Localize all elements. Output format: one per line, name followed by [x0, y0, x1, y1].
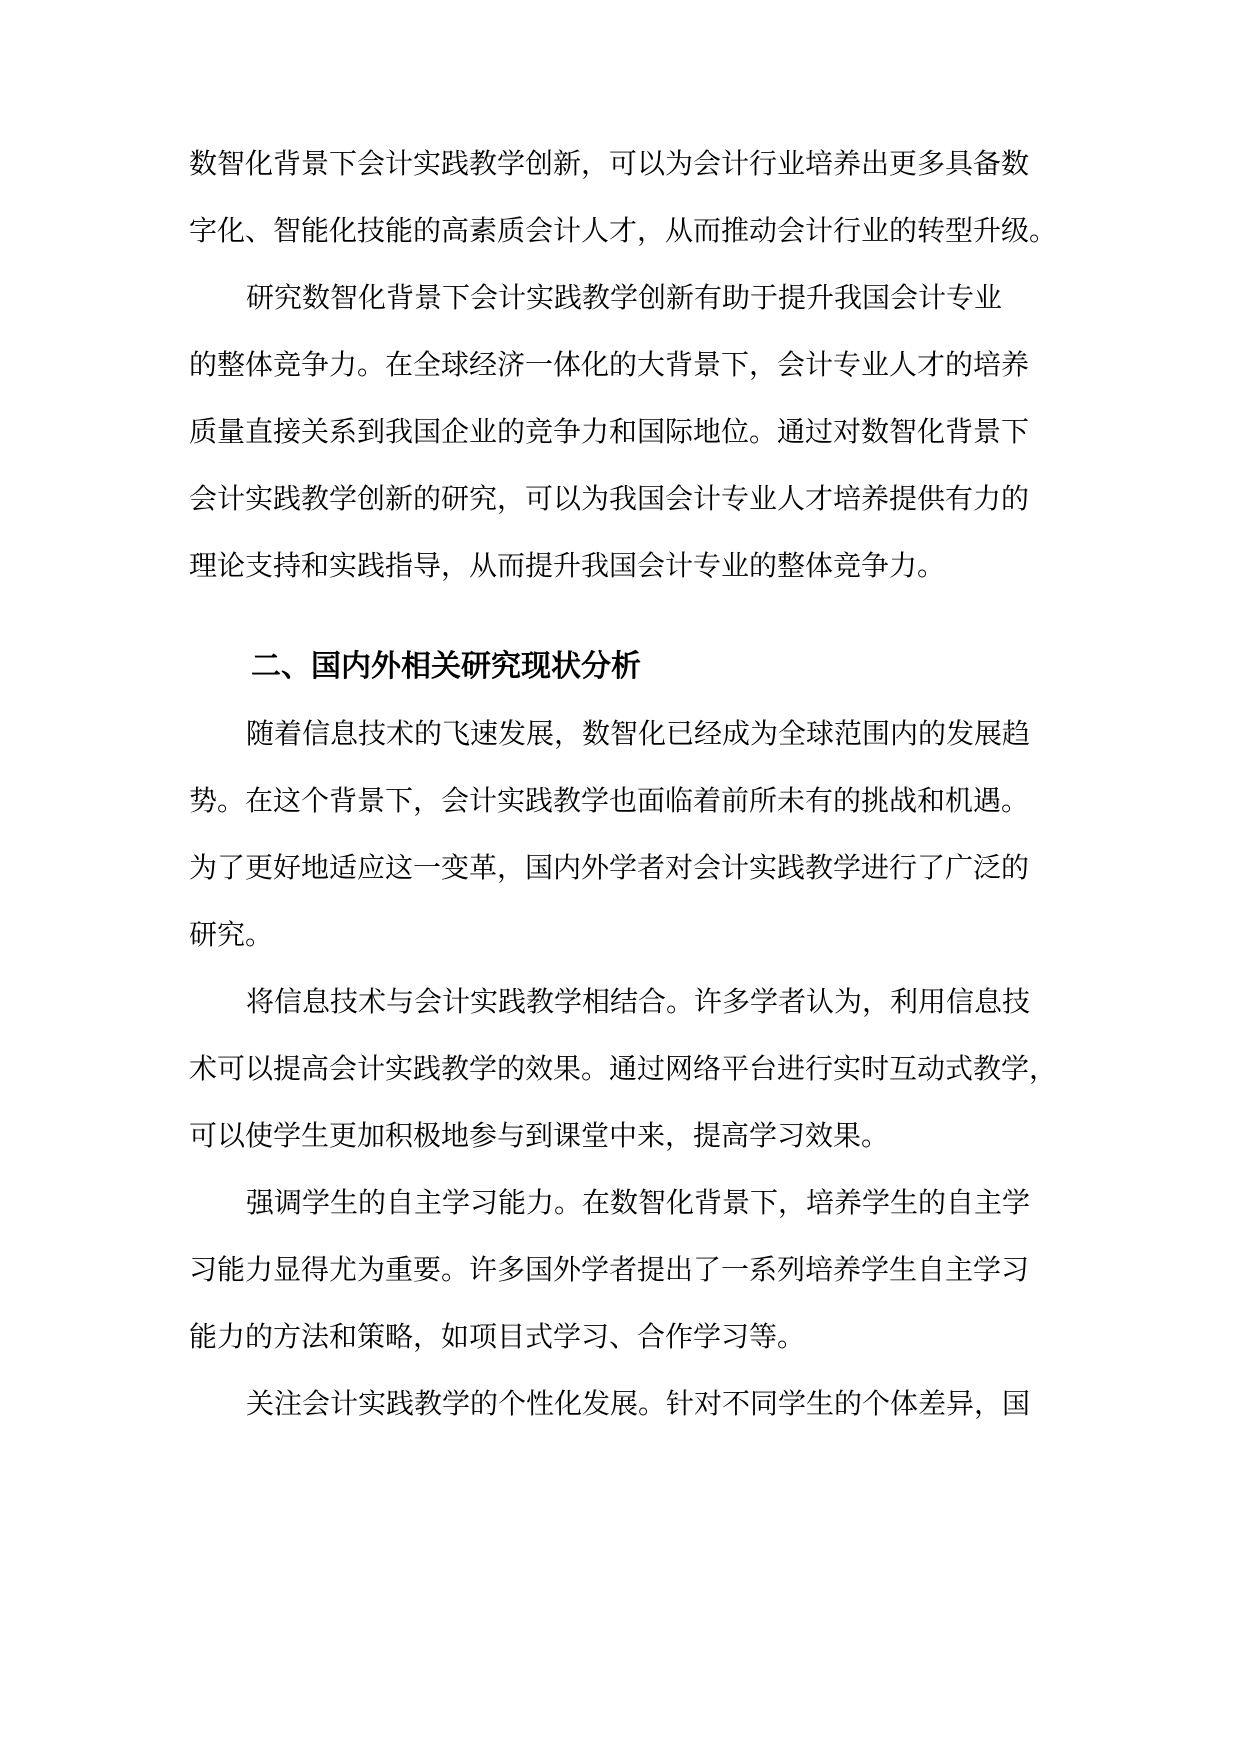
text-line: 能力的方法和策略，如项目式学习、合作学习等。 — [189, 1320, 806, 1353]
text-line: 强调学生的自主学习能力。在数智化背景下，培养学生的自主学 — [246, 1186, 1031, 1219]
text-line: 术可以提高会计实践教学的效果。通过网络平台进行实时互动式教学， — [189, 1052, 1058, 1085]
text-line: 会计实践教学创新的研究，可以为我国会计专业人才培养提供有力的 — [189, 482, 1030, 515]
text-line: 的整体竞争力。在全球经济一体化的大背景下，会计专业人才的培养 — [189, 348, 1030, 381]
text-line: 字化、智能化技能的高素质会计人才，从而推动会计行业的转型升级。 — [189, 214, 1058, 247]
section-heading: 二、国内外相关研究现状分析 — [251, 649, 641, 684]
text-line: 研究数智化背景下会计实践教学创新有助于提升我国会计专业 — [246, 281, 1003, 314]
text-line: 理论支持和实践指导，从而提升我国会计专业的整体竞争力。 — [189, 549, 946, 582]
text-line: 为了更好地适应这一变革，国内外学者对会计实践教学进行了广泛的 — [189, 851, 1030, 884]
text-line: 数智化背景下会计实践教学创新，可以为会计行业培养出更多具备数 — [189, 147, 1030, 180]
text-line: 可以使学生更加积极地参与到课堂中来，提高学习效果。 — [189, 1119, 890, 1152]
text-line: 关注会计实践教学的个性化发展。针对不同学生的个体差异，国 — [246, 1387, 1031, 1420]
text-line: 质量直接关系到我国企业的竞争力和国际地位。通过对数智化背景下 — [189, 415, 1030, 448]
text-line: 随着信息技术的飞速发展，数智化已经成为全球范围内的发展趋 — [246, 717, 1031, 750]
text-line: 将信息技术与会计实践教学相结合。许多学者认为，利用信息技 — [246, 985, 1031, 1018]
text-line: 研究。 — [189, 918, 274, 951]
text-line: 势。在这个背景下，会计实践教学也面临着前所未有的挑战和机遇。 — [189, 784, 1030, 817]
text-line: 习能力显得尤为重要。许多国外学者提出了一系列培养学生自主学习 — [189, 1253, 1030, 1286]
